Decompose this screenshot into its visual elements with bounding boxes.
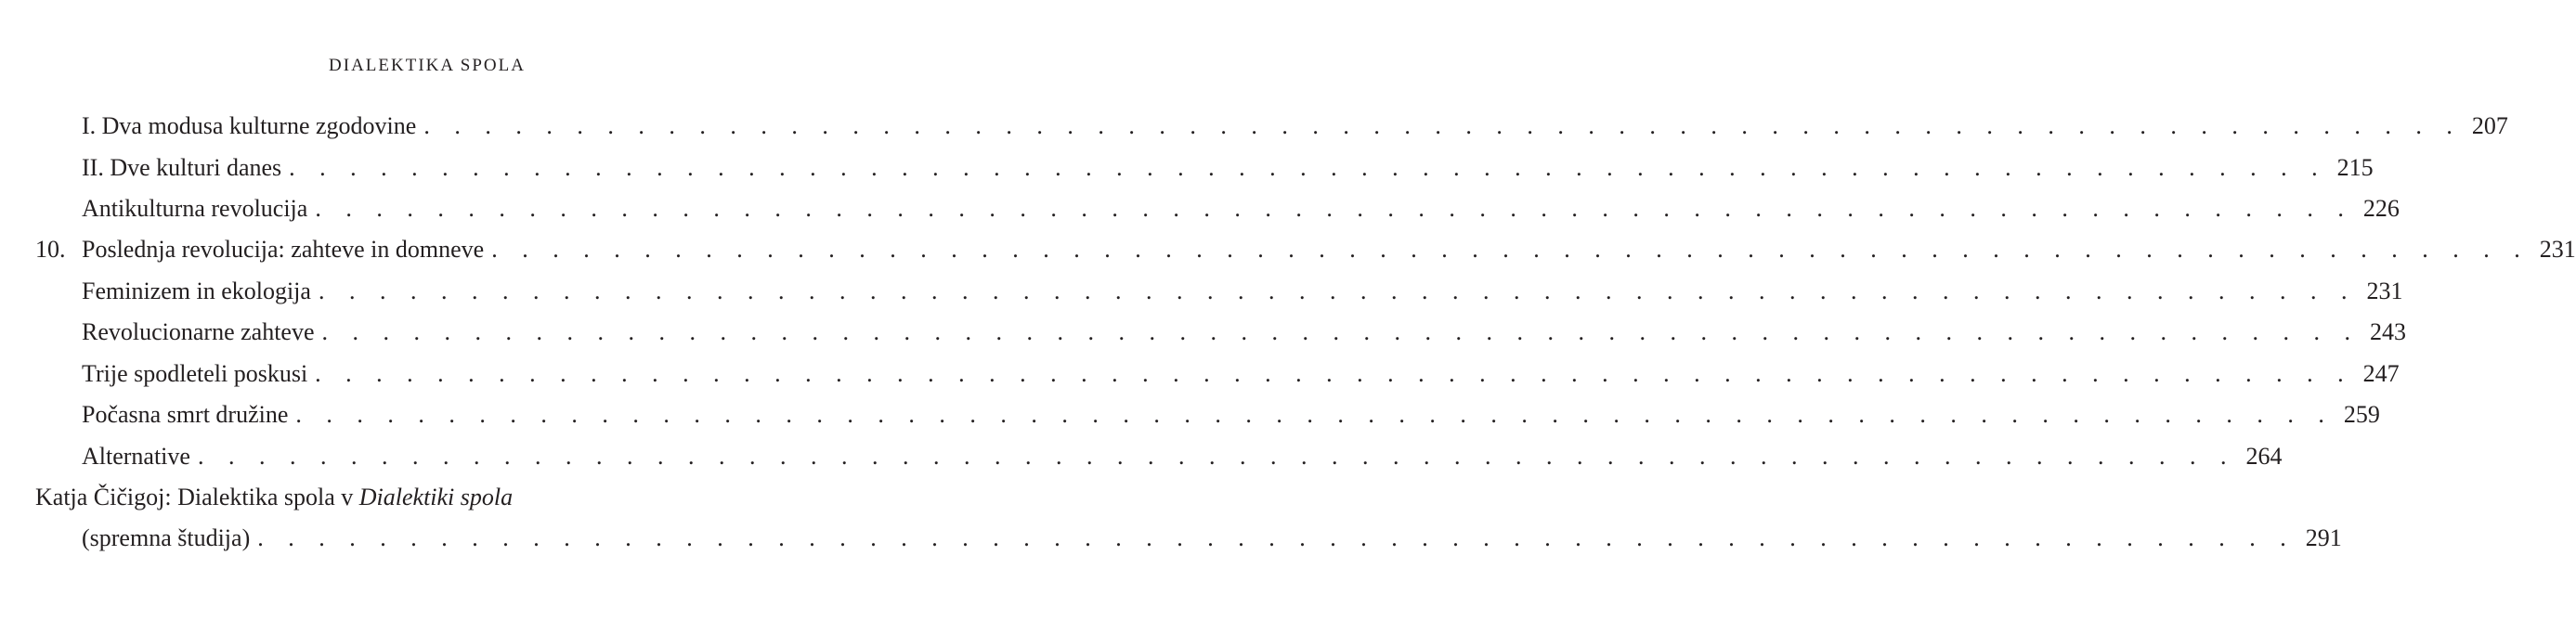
toc-entry-title: Feminizem in ekologija (82, 278, 311, 304)
toc-leader-dots: . . . . . . . . . . . . . . . . . . . . . . . . . . . . . . . . . . . . . . . . . . . . . . . . . . . . . . . . . . . . . . . . . . . (321, 318, 2360, 345)
toc-entry-title: Počasna smrt družine (82, 401, 289, 428)
toc-afterword-title-prefix: Katja Čičigoj: Dialektika spola v (35, 484, 359, 510)
toc-afterword-title-italic: Dialektiki spola (358, 484, 514, 510)
toc-entry[interactable] (82, 112, 2508, 140)
toc-entry-title: Alternative (82, 443, 190, 470)
toc-entry-page: 243 (2370, 318, 2406, 345)
toc-entry-title: II. Dve kulturi danes (82, 154, 282, 181)
toc-leader-dots: . . . . . . . . . . . . . . . . . . . . . . . . . . . . . . . . . . . . . . . . . . . . . . . . . . . . . . . . . . . . . . . . . . . (491, 236, 2530, 263)
running-head: DIALEKTIKA SPOLA (329, 56, 526, 75)
toc-entry-page: 259 (2343, 401, 2380, 428)
toc-entry-page: 231 (2366, 278, 2403, 304)
toc-chapter-number: 10. (35, 236, 66, 263)
toc-entry-page: 264 (2245, 443, 2283, 470)
toc-entry-page: 231 (2539, 236, 2576, 263)
toc-entry[interactable] (82, 360, 2400, 388)
toc-entry-title: Trije spodleteli poskusi (82, 360, 308, 387)
toc-entry-title: Antikulturna revolucija (82, 195, 308, 222)
toc-entry-page: 207 (2471, 112, 2508, 139)
toc-entry-page: 291 (2305, 524, 2342, 551)
toc-entry[interactable] (82, 401, 2380, 429)
toc-leader-dots: . . . . . . . . . . . . . . . . . . . . . . . . . . . . . . . . . . . . . . . . . . . . . . . . . . . . . . . . . . . . . . . . . . . (289, 154, 2327, 181)
toc-afterword-title (35, 484, 513, 511)
toc-leader-dots: . . . . . . . . . . . . . . . . . . . . . . . . . . . . . . . . . . . . . . . . . . . . . . . . . . . . . . . . . . . . . . . . . . . (423, 112, 2462, 139)
toc-entry-title: Poslednja revolucija: zahteve in domneve (82, 236, 485, 263)
toc-chapter-entry[interactable] (35, 236, 2576, 264)
toc-entry-title: Revolucionarne zahteve (82, 318, 315, 345)
toc-entry[interactable] (82, 195, 2400, 223)
toc-leader-dots: . . . . . . . . . . . . . . . . . . . . . . . . . . . . . . . . . . . . . . . . . . . . . . . . . . . . . . . . . . . . . . . . . . . (315, 195, 2353, 222)
toc-entry-page: 247 (2362, 360, 2400, 387)
toc-entry-page: 226 (2362, 195, 2400, 222)
toc-afterword-subtitle: (spremna študija) (82, 524, 251, 551)
toc-entry[interactable] (82, 154, 2374, 182)
toc-afterword-entry-line2[interactable] (82, 524, 2342, 552)
toc-leader-dots: . . . . . . . . . . . . . . . . . . . . . . . . . . . . . . . . . . . . . . . . . . . . . . . . . . . . . . . . . . . . . . . . . . . (315, 360, 2353, 387)
toc-entry-title: I. Dva modusa kulturne zgodovine (82, 112, 417, 139)
toc-leader-dots: . . . . . . . . . . . . . . . . . . . . . . . . . . . . . . . . . . . . . . . . . . . . . . . . . . . . . . . . . . . . . . . . . . . (257, 524, 2296, 551)
toc-leader-dots: . . . . . . . . . . . . . . . . . . . . . . . . . . . . . . . . . . . . . . . . . . . . . . . . . . . . . . . . . . . . . . . . . . . (295, 401, 2334, 428)
toc-entry-page: 215 (2336, 154, 2374, 181)
toc-entry[interactable] (82, 318, 2406, 346)
toc-afterword-entry-line1[interactable] (35, 484, 812, 511)
toc-leader-dots: . . . . . . . . . . . . . . . . . . . . . . . . . . . . . . . . . . . . . . . . . . . . . . . . . . . . . . . . . . . . . . . . . . . (197, 443, 2236, 470)
toc-entry[interactable] (82, 443, 2283, 471)
toc-entry[interactable] (82, 278, 2403, 305)
toc-leader-dots: . . . . . . . . . . . . . . . . . . . . . . . . . . . . . . . . . . . . . . . . . . . . . . . . . . . . . . . . . . . . . . . . . . . (318, 278, 2357, 304)
